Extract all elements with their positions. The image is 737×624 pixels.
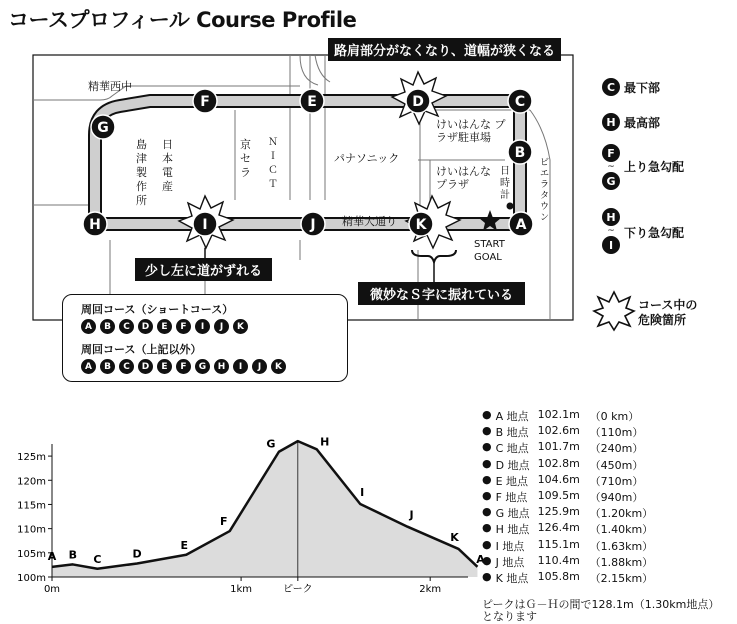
course-point-d: D — [138, 359, 153, 374]
x-tick-label: 0m — [43, 584, 61, 595]
y-tick-label: 120m — [17, 476, 46, 488]
stat-row — [482, 489, 643, 505]
stat-point: I 地点 — [495, 539, 525, 553]
checkpoint-a-label: A — [515, 217, 527, 233]
checkpoint-d-label: D — [412, 94, 424, 110]
legend-danger-text: コース中の 危険箇所 — [638, 298, 698, 327]
peak-note-2: となります — [482, 610, 537, 623]
stat-elevation: 102.6m — [537, 424, 580, 438]
legend-circle: I — [602, 236, 620, 254]
stat-elevation: 125.9m — [537, 505, 580, 519]
place-seika-street: 精華大通り — [342, 215, 397, 228]
stat-row — [482, 473, 643, 489]
bullet-icon: ● — [482, 570, 492, 583]
legend-tilde: ~ — [607, 226, 615, 236]
legend-steep-down — [602, 208, 620, 254]
callout-road-shift: 少し左に道がずれる — [135, 258, 272, 281]
stat-distance: （0 km） — [589, 410, 640, 423]
course-point-i: I — [233, 359, 248, 374]
point-label-k: K — [450, 530, 459, 544]
course-point-a: A — [81, 319, 96, 334]
peak-note: ピークはＧ－Ｈの間で128.1m（1.30km地点） — [482, 598, 720, 611]
place-bio-town: ビエラタウン — [540, 158, 550, 223]
course-point-h: H — [214, 359, 229, 374]
bullet-icon: ● — [482, 537, 492, 551]
point-label-a: A — [476, 552, 485, 566]
place-nihon-densan: 日本電産 — [162, 138, 173, 193]
point-label-d: D — [132, 547, 142, 561]
legend-steep-up — [602, 144, 620, 190]
course-point-f: F — [176, 359, 191, 374]
course-point-f: F — [176, 319, 191, 334]
course-point-j: J — [252, 359, 267, 374]
legend-text: 下り急勾配 — [624, 226, 685, 240]
y-tick-label: 125m — [17, 452, 46, 464]
y-tick-label: 100m — [17, 573, 46, 584]
checkpoint-g-label: G — [97, 120, 109, 136]
course-point-g: G — [195, 359, 210, 374]
stat-point: A 地点 — [495, 410, 529, 423]
point-label-b: B — [68, 548, 77, 562]
stat-distance: （110m） — [589, 426, 644, 440]
point-label-h: H — [320, 435, 330, 449]
course-point-i: I — [195, 319, 210, 334]
place-panasonic: パナソニック — [334, 152, 400, 165]
checkpoint-e-label: E — [307, 94, 317, 110]
point-label-a: A — [47, 549, 57, 563]
long-course-label: 周回コース（上記以外） — [81, 343, 202, 356]
stat-distance: （940m） — [589, 491, 644, 504]
stat-row — [482, 440, 643, 456]
stat-elevation: 102.1m — [537, 408, 580, 421]
bullet-icon: ● — [482, 553, 492, 567]
legend-circle: H — [602, 113, 620, 131]
checkpoint-h-label: H — [89, 217, 101, 233]
y-tick-label: 110m — [17, 524, 46, 536]
bullet-icon: ● — [482, 440, 492, 454]
stat-distance: （710m） — [589, 474, 644, 488]
bullet-icon: ● — [482, 456, 492, 470]
point-label-i: I — [360, 485, 365, 499]
callout-s-curve: 微妙なＳ字に振れている — [358, 282, 525, 305]
legend-highest — [602, 113, 660, 131]
course-point-a: A — [81, 359, 96, 374]
bullet-icon: ● — [482, 472, 492, 486]
legend-circle: H — [602, 208, 620, 226]
stat-elevation: 102.8m — [537, 456, 580, 470]
course-point-b: B — [100, 359, 115, 374]
checkpoint-k-label: K — [415, 217, 427, 233]
course-point-j: J — [214, 319, 229, 334]
course-type-box — [62, 294, 348, 382]
place-plaza-parking: けいはんな プラザ駐車場 — [436, 118, 506, 144]
stat-distance: （240m） — [589, 442, 644, 456]
stat-point: K 地点 — [495, 572, 529, 585]
stat-distance: （2.15km） — [589, 572, 654, 585]
point-label-c: C — [93, 552, 102, 566]
course-point-e: E — [157, 319, 172, 334]
elevation-area — [52, 441, 477, 577]
stat-point: D 地点 — [495, 458, 530, 472]
stat-distance: （1.88km） — [589, 555, 654, 569]
place-plaza: けいはんな プラザ — [436, 165, 491, 191]
stat-row — [482, 505, 653, 521]
legend-circle: G — [602, 172, 620, 190]
start-goal-label: START GOAL — [474, 239, 505, 263]
x-tick-label: 1km — [230, 584, 253, 595]
place-seika-nishi: 精華西中 — [88, 80, 132, 93]
checkpoint-j-label: J — [310, 217, 316, 233]
callout-narrow-road: 路肩部分がなくなり、道幅が狭くなる — [328, 38, 561, 61]
danger-legend-icon — [594, 290, 634, 330]
stat-point: B 地点 — [495, 426, 529, 440]
stat-point: F 地点 — [495, 491, 528, 504]
course-point-k: K — [271, 359, 286, 374]
stat-distance: （1.40km） — [589, 523, 654, 537]
stat-point: G 地点 — [495, 507, 530, 521]
stat-point: H 地点 — [495, 523, 530, 537]
point-label-f: F — [219, 515, 228, 529]
stat-row — [482, 457, 643, 473]
bullet-icon: ● — [482, 424, 492, 438]
checkpoint-f-label: F — [200, 94, 210, 110]
checkpoint-c-label: C — [514, 94, 526, 110]
stat-row — [482, 570, 653, 586]
place-sundial: 日時計 — [500, 166, 510, 201]
point-label-g: G — [266, 437, 276, 451]
point-label-e: E — [180, 538, 189, 552]
y-tick-label: 115m — [17, 500, 46, 512]
checkpoint-b-label: B — [514, 145, 526, 161]
stat-distance: （1.20km） — [589, 507, 654, 521]
bullet-icon: ● — [482, 521, 492, 535]
legend-tilde: ~ — [607, 162, 615, 172]
y-tick-label: 105m — [17, 548, 46, 560]
course-point-c: C — [119, 319, 134, 334]
stat-row — [482, 408, 639, 424]
legend-text: 最下部 — [624, 80, 661, 95]
stat-point: J 地点 — [495, 555, 525, 569]
short-course-label: 周回コース（ショートコース） — [81, 303, 234, 316]
course-point-k: K — [233, 319, 248, 334]
bullet-icon: ● — [482, 505, 492, 519]
stat-elevation: 104.6m — [537, 472, 580, 486]
stat-elevation: 101.7m — [537, 440, 580, 454]
place-kyocera: 京セラ — [240, 138, 251, 179]
bullet-icon: ● — [482, 408, 492, 421]
stat-row — [482, 538, 653, 554]
stat-elevation: 105.8m — [537, 570, 580, 583]
course-point-d: D — [138, 319, 153, 334]
stat-row — [482, 554, 653, 570]
stat-point: E 地点 — [495, 474, 529, 488]
place-nict: ＮＩＣＴ — [268, 137, 278, 190]
stat-row — [482, 424, 643, 440]
stat-distance: （1.63km） — [589, 539, 654, 553]
stat-elevation: 110.4m — [537, 553, 580, 567]
point-label-j: J — [409, 508, 414, 522]
legend-circle: F — [602, 144, 620, 162]
stat-elevation: 109.5m — [537, 489, 580, 502]
legend-lowest — [602, 78, 660, 96]
long-course-points — [81, 359, 286, 374]
stat-point: C 地点 — [495, 442, 529, 456]
stat-row — [482, 521, 653, 537]
stat-distance: （450m） — [589, 458, 644, 472]
bullet-icon: ● — [482, 489, 492, 502]
page-title: コースプロフィール Course Profile — [8, 8, 357, 32]
stat-elevation: 126.4m — [537, 521, 580, 535]
legend-circle: C — [602, 78, 620, 96]
sundial-dot-icon — [507, 203, 514, 210]
legend-text: 上り急勾配 — [624, 160, 685, 174]
checkpoint-i-label: I — [202, 217, 208, 233]
elevation-chart — [0, 430, 485, 620]
x-tick-label: ピーク — [283, 584, 313, 595]
course-point-e: E — [157, 359, 172, 374]
course-point-c: C — [119, 359, 134, 374]
x-tick-label: 2km — [419, 584, 442, 595]
short-course-points — [81, 319, 248, 334]
place-shimazu: 島津製作所 — [136, 138, 147, 207]
legend-text: 最高部 — [624, 115, 661, 130]
stat-elevation: 115.1m — [537, 537, 580, 551]
course-point-b: B — [100, 319, 115, 334]
